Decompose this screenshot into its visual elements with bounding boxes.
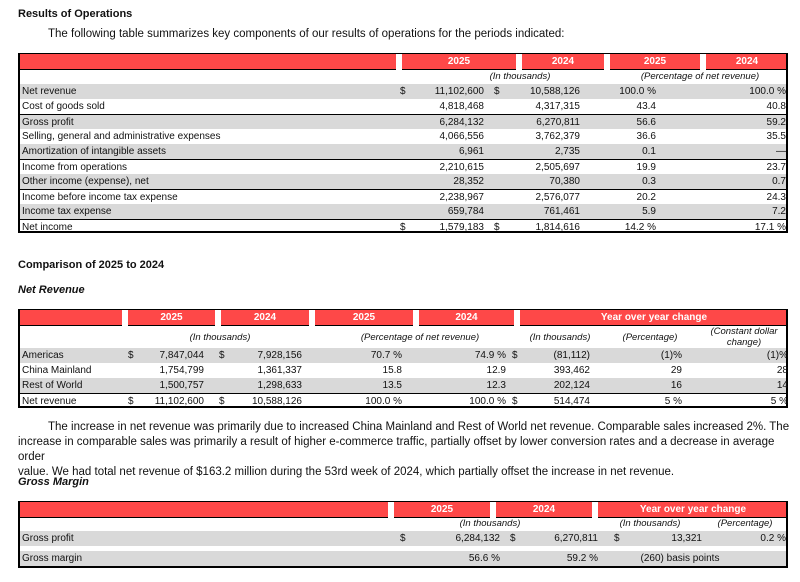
value-2025: 1,754,799 (159, 365, 204, 376)
col-header-2025: 2025 (447, 56, 471, 67)
row-label: Gross margin (22, 553, 83, 564)
row-label: Net income (22, 222, 73, 233)
col-header-2024: 2024 (253, 312, 277, 323)
col-header-yoy: Year over year change (600, 312, 708, 323)
table-row (20, 551, 786, 566)
subheader-percentage-revenue: (Percentage of net revenue) (360, 332, 480, 343)
row-label: Selling, general and administrative expenses (22, 131, 221, 142)
col-header-2025-pct: 2025 (643, 56, 667, 67)
subheader-in-thousands: (In thousands) (489, 71, 551, 82)
subheader-yoy-thousands: (In thousands) (529, 332, 591, 343)
subheader-percentage: (Percentage of net revenue) (640, 71, 760, 82)
pct-2024: 0.7 (772, 176, 786, 187)
subheader-yoy-thousands: (In thousands) (619, 518, 681, 529)
row-label: Cost of goods sold (22, 101, 105, 112)
value-2025: 6,284,132 (455, 533, 500, 544)
table-row (20, 204, 786, 219)
yoy-percentage: 5 % (664, 396, 682, 407)
row-label: Americas (22, 350, 64, 361)
subheader-constant-dollar-2: change) (726, 337, 762, 348)
value-2024: 2,505,697 (535, 162, 580, 173)
dollar-sign: $ (494, 222, 500, 233)
col-header-2025-pct: 2025 (352, 312, 376, 323)
value-2024: 2,576,077 (535, 192, 580, 203)
subheader-yoy-percentage: (Percentage) (622, 332, 678, 343)
table-row (20, 129, 786, 144)
pct-2024: — (776, 146, 786, 157)
pct-2024: 35.5 (766, 131, 786, 142)
value-2025: 11,102,600 (434, 86, 484, 97)
value-2025: 659,784 (447, 206, 484, 217)
col-header-2024-pct: 2024 (455, 312, 478, 323)
yoy-change: (81,112) (553, 350, 590, 361)
row-label: Gross profit (22, 117, 74, 128)
yoy-change: 13,321 (671, 533, 702, 544)
table-row (20, 114, 786, 129)
table-row (20, 348, 786, 363)
pct-2024: 100.0 % (749, 86, 786, 97)
yoy-percentage: 0.2 % (760, 533, 786, 544)
pct-2024: 74.9 % (474, 350, 506, 361)
pct-2024: 23.7 (766, 162, 786, 173)
table-row (20, 219, 786, 234)
dollar-sign: $ (400, 222, 406, 233)
subheader-in-thousands: (In thousands) (459, 518, 521, 529)
value-2025: 6,284,132 (439, 117, 484, 128)
section-intro: The following table summarizes key components of our results of operations for the periods indicated: (48, 28, 565, 40)
section-title-results: Results of Operations (18, 8, 133, 20)
constant-dollar-change: (1)% (766, 350, 788, 361)
row-label: Net revenue (22, 86, 77, 97)
table-row (20, 159, 786, 174)
value-2024: 70,380 (549, 176, 580, 187)
dollar-sign: $ (400, 86, 406, 97)
paragraph-line: increase in comparable sales was primarily a result of higher e-commerce traffic, partially offset by lower conversion rates and a decrease in average order (18, 436, 775, 463)
row-label: Income before income tax expense (22, 192, 178, 203)
value-2024: 1,361,337 (257, 365, 302, 376)
pct-2024: 17.1 % (754, 222, 786, 233)
value-2024: 10,588,126 (251, 396, 302, 407)
pct-2024: 100.0 % (469, 396, 506, 407)
constant-dollar-change: 5 % (770, 396, 788, 407)
constant-dollar-change: 28 (776, 365, 788, 376)
pct-2025: 43.4 (636, 101, 656, 112)
col-header-2025: 2025 (430, 504, 454, 515)
col-header-2024: 2024 (532, 504, 556, 515)
pct-2024: 7.2 (772, 206, 786, 217)
value-2025: 11,102,600 (154, 396, 204, 407)
value-2024: 6,270,811 (554, 533, 598, 544)
subheader-constant-dollar: (Constant dollar (710, 326, 778, 337)
row-label: Rest of World (22, 380, 83, 391)
subsection-net-revenue: Net Revenue (18, 284, 85, 296)
row-label: China Mainland (22, 365, 92, 376)
table-row (20, 189, 786, 204)
pct-2024: 40.8 (766, 101, 786, 112)
pct-2025: 100.0 % (619, 86, 656, 97)
paragraph-line: value. We had total net revenue of $163.2 million during the 53rd week of 2024, which partially offset the increase in net revenue. (18, 466, 675, 478)
yoy-percentage: 16 (670, 380, 682, 391)
margin-2025: 56.6 % (468, 553, 500, 564)
pct-2025: 20.2 (636, 192, 656, 203)
pct-2025: 100.0 % (365, 396, 402, 407)
net-revenue-paragraph (18, 420, 793, 480)
dollar-sign: $ (614, 533, 620, 544)
table-row (20, 378, 786, 393)
dollar-sign: $ (512, 350, 518, 361)
margin-2024: 59.2 % (566, 553, 598, 564)
yoy-change: 514,474 (553, 396, 590, 407)
table-row (20, 174, 786, 189)
value-2025: 1,579,183 (439, 222, 484, 233)
table-row (20, 531, 786, 546)
pct-2025: 5.9 (642, 206, 656, 217)
row-label: Gross profit (22, 533, 74, 544)
col-header-2024: 2024 (551, 56, 575, 67)
value-2024: 1,814,616 (535, 222, 580, 233)
yoy-percentage: 29 (670, 365, 682, 376)
col-header-yoy: Year over year change (639, 504, 747, 515)
col-header-2025: 2025 (160, 312, 183, 323)
gross-margin-table (18, 501, 788, 568)
pct-2025: 15.8 (382, 365, 402, 376)
value-2025: 7,847,044 (159, 350, 204, 361)
net-revenue-table (18, 309, 788, 408)
paragraph-line: The increase in net revenue was primarily due to increased China Mainland and Rest of World net revenue. Comparable sales increased 2%. The (48, 421, 790, 433)
pct-2025: 13.5 (382, 380, 402, 391)
table-row (20, 144, 786, 159)
pct-2024: 24.3 (766, 192, 786, 203)
table-row (20, 84, 786, 99)
value-2024: 7,928,156 (257, 350, 302, 361)
value-2024: 4,317,315 (535, 101, 580, 112)
value-2024: 6,270,811 (536, 117, 580, 128)
pct-2025: 36.6 (636, 131, 656, 142)
margin-change: (260) basis points (640, 553, 720, 564)
value-2025: 6,961 (458, 146, 484, 157)
table-row (20, 393, 786, 408)
pct-2024: 12.9 (486, 365, 506, 376)
subheader-yoy-percentage: (Percentage) (717, 518, 773, 529)
dollar-sign: $ (128, 396, 134, 407)
pct-2025: 70.7 % (370, 350, 402, 361)
row-label: Income tax expense (22, 206, 112, 217)
row-label: Amortization of intangible assets (22, 146, 166, 157)
constant-dollar-change: 14 (776, 380, 788, 391)
pct-2024: 12.3 (486, 380, 506, 391)
dollar-sign: $ (219, 396, 225, 407)
pct-2025: 14.2 % (624, 222, 656, 233)
pct-2025: 19.9 (636, 162, 656, 173)
yoy-change: 393,462 (553, 365, 590, 376)
value-2025: 28,352 (453, 176, 484, 187)
results-table (18, 53, 788, 233)
pct-2025: 0.3 (642, 176, 656, 187)
col-header-2024-pct: 2024 (735, 56, 759, 67)
subsection-gross-margin: Gross Margin (18, 476, 89, 488)
value-2024: 1,298,633 (257, 380, 302, 391)
dollar-sign: $ (128, 350, 134, 361)
value-2024: 3,762,379 (535, 131, 580, 142)
dollar-sign: $ (219, 350, 225, 361)
dollar-sign: $ (494, 86, 500, 97)
dollar-sign: $ (512, 396, 518, 407)
value-2025: 2,238,967 (439, 192, 484, 203)
value-2025: 4,066,556 (439, 131, 484, 142)
value-2024: 761,461 (543, 206, 580, 217)
yoy-percentage: (1)% (660, 350, 682, 361)
pct-2025: 56.6 (636, 117, 656, 128)
table-row (20, 99, 786, 114)
row-label: Other income (expense), net (22, 176, 149, 187)
subheader-in-thousands: (In thousands) (189, 332, 251, 343)
row-label: Income from operations (22, 162, 128, 173)
value-2024: 10,588,126 (529, 86, 580, 97)
section-title-comparison: Comparison of 2025 to 2024 (18, 259, 165, 271)
yoy-change: 202,124 (553, 380, 590, 391)
value-2025: 2,210,615 (439, 162, 484, 173)
value-2025: 1,500,757 (159, 380, 204, 391)
pct-2025: 0.1 (642, 146, 656, 157)
value-2024: 2,735 (554, 146, 580, 157)
dollar-sign: $ (510, 533, 516, 544)
pct-2024: 59.2 (766, 117, 786, 128)
table-row (20, 363, 786, 378)
value-2025: 4,818,468 (439, 101, 484, 112)
dollar-sign: $ (400, 533, 406, 544)
row-label: Net revenue (22, 396, 77, 407)
